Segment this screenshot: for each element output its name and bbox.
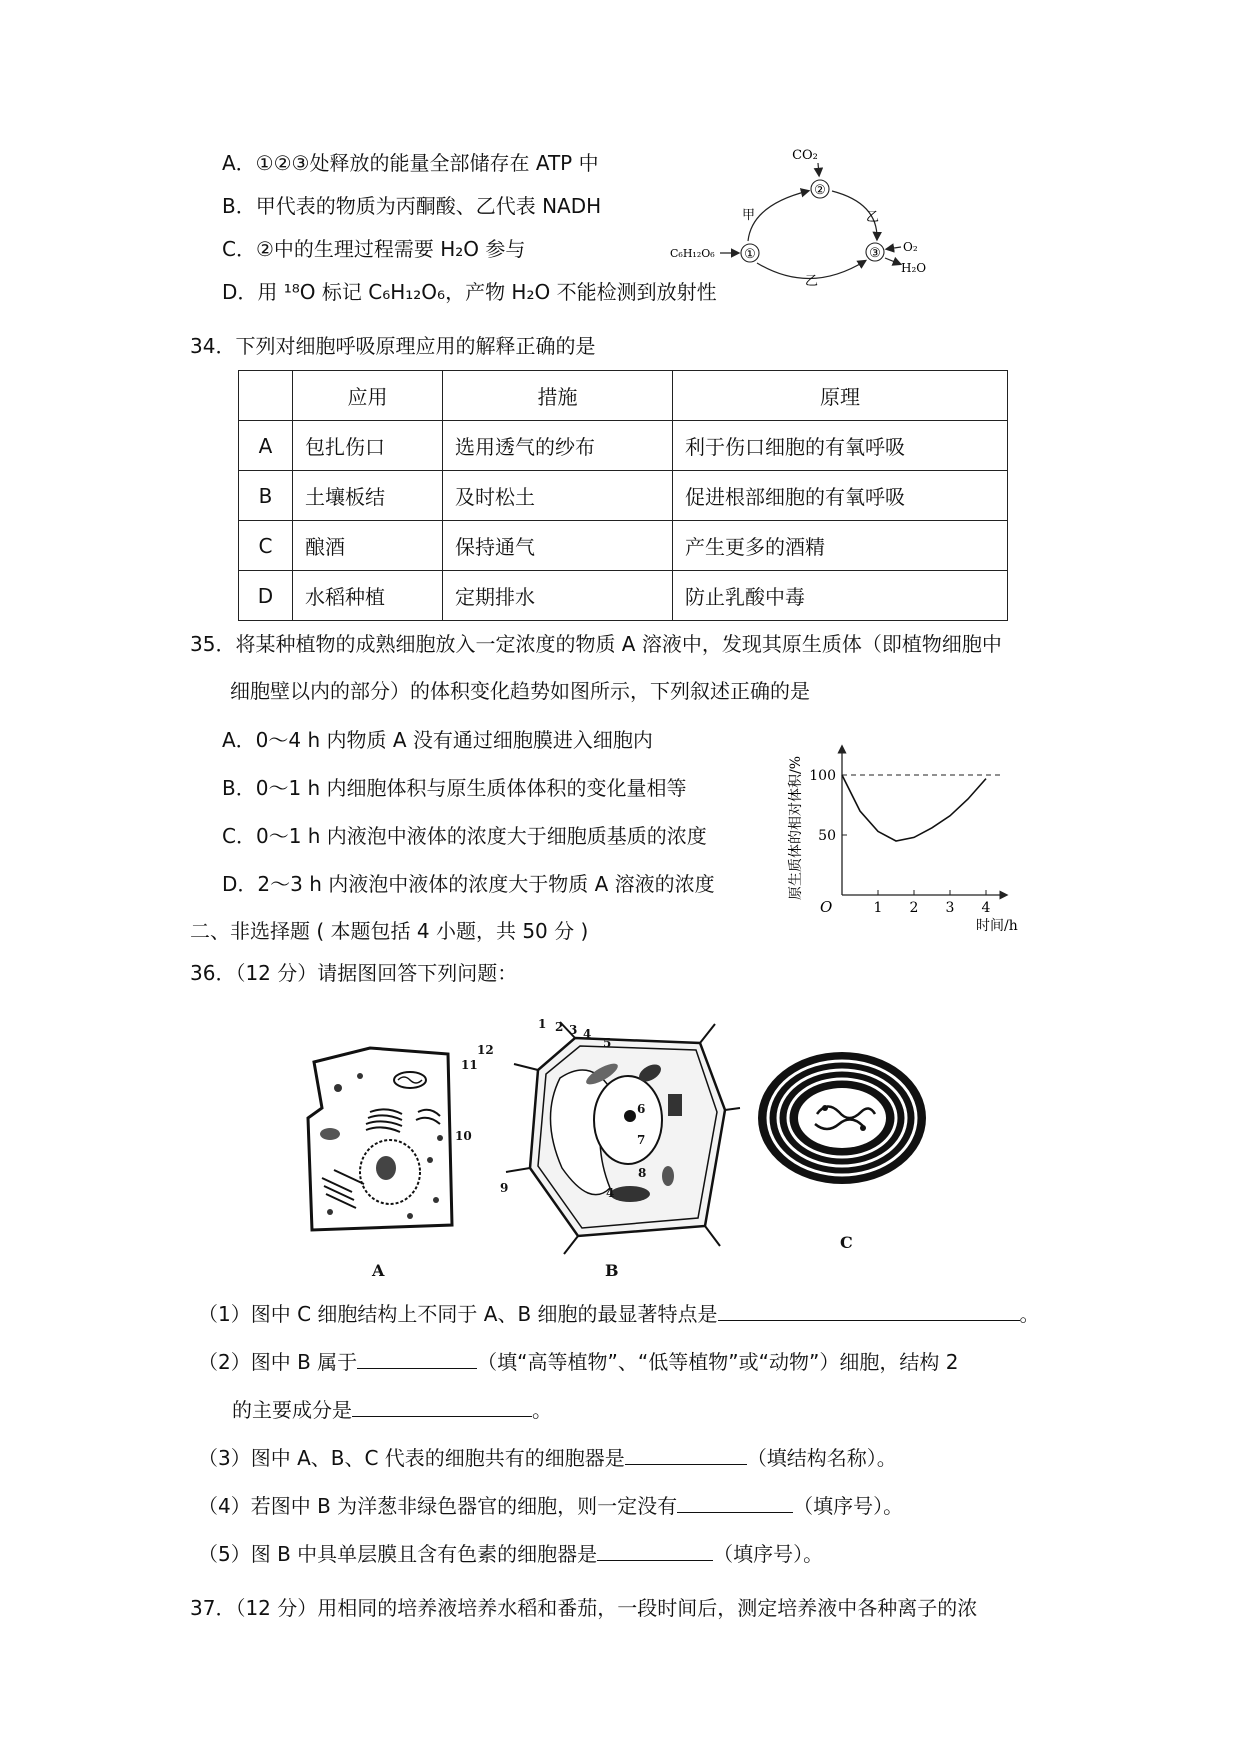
table-row [239,571,1008,621]
label-2: 2 [555,1020,564,1034]
table-header-cell: 原理 [673,371,1008,421]
table-header-cell [239,371,293,421]
q33-option-d: D．用 ¹⁸O 标记 C₆H₁₂O₆，产物 H₂O 不能检测到放射性 [222,280,717,304]
q34-stem: 34．下列对细胞呼吸原理应用的解释正确的是 [190,334,596,358]
chart-x-tick-label: 1 [873,900,883,916]
table-cell: 保持通气 [443,521,673,571]
q35-stem-line2: 细胞壁以内的部分）的体积变化趋势如图所示，下列叙述正确的是 [230,679,810,703]
table-cell: 促进根部细胞的有氧呼吸 [673,471,1008,521]
label-8: 8 [638,1166,647,1180]
q37-stem: 37．（12 分）用相同的培养液培养水稻和番茄，一段时间后，测定培养液中各种离子的浓 [190,1596,978,1620]
q36-sub4: （4）若图中 B 为洋葱非绿色器官的细胞，则一定没有 （填序号）。 [198,1494,904,1518]
cycle-co2-label: CO₂ [792,148,818,163]
answer-blank-2a[interactable] [357,1348,477,1369]
table-header-cell: 措施 [443,371,673,421]
table-cell: 土壤板结 [293,471,443,521]
q35-option-c: C．0～1 h 内液泡中液体的浓度大于细胞质基质的浓度 [222,824,707,848]
answer-blank-4[interactable] [677,1492,793,1513]
q36-sub2-line2: 的主要成分是 。 [232,1398,552,1422]
figure-c-prokaryotic-cell [755,1048,930,1188]
answer-blank-5[interactable] [597,1540,713,1561]
q35-option-d: D．2～3 h 内液泡中液体的浓度大于物质 A 溶液的浓度 [222,872,715,896]
chart-xlabel: 时间/h [976,918,1018,934]
table-cell: C [239,521,293,571]
q33-option-a: A．①②③处释放的能量全部储存在 ATP 中 [222,151,599,175]
cycle-right-label: 乙 [866,210,880,225]
table-cell: 包扎伤口 [293,421,443,471]
figure-c-label: C [840,1233,853,1252]
table-cell: 酿酒 [293,521,443,571]
figure-b-label: B [605,1261,619,1280]
chart-ylabel: 原生质体的相对体积/% [788,755,804,900]
svg-text:③: ③ [869,246,881,261]
cycle-h2o-label: H₂O [901,261,927,275]
table-cell: 水稻种植 [293,571,443,621]
q35-stem-line1: 35．将某种植物的成熟细胞放入一定浓度的物质 A 溶液中，发现其原生质体（即植物细胞中 [190,632,1002,656]
chart-y-tick-label: 100 [809,768,836,784]
answer-blank-3[interactable] [625,1444,747,1465]
table-cell: 利于伤口细胞的有氧呼吸 [673,421,1008,471]
q36-sub2: （2）图中 B 属于 （填“高等植物”、“低等植物”或“动物”）细胞，结构 2 [198,1350,959,1374]
label-1: 1 [538,1017,547,1031]
figure-a-label: A [372,1261,385,1280]
label-10: 10 [455,1129,472,1143]
q33-option-c: C．②中的生理过程需要 H₂O 参与 [222,237,526,261]
q36-sub3: （3）图中 A、B、C 代表的细胞共有的细胞器是 （填结构名称）。 [198,1446,897,1470]
chart-x-tick-label: 2 [909,900,919,916]
q35-option-b: B．0～1 h 内细胞体积与原生质体体积的变化量相等 [222,776,687,800]
svg-text:①: ① [744,247,756,262]
q36-sub5: （5）图 B 中具单层膜且含有色素的细胞器是 （填序号）。 [198,1542,824,1566]
label-12: 12 [477,1043,494,1057]
table-cell: 定期排水 [443,571,673,621]
label-5: 5 [603,1036,612,1050]
label-3: 3 [569,1023,578,1037]
figure-b-plant-cell [455,1017,740,1256]
q36-sub1: （1）图中 C 细胞结构上不同于 A、B 细胞的最显著特点是 。 [198,1302,1040,1326]
table-cell: 选用透气的纱布 [443,421,673,471]
label-11: 11 [461,1058,478,1072]
chart-y-tick-label: 50 [818,828,836,844]
table-row [239,471,1008,521]
q34-table [238,370,1008,621]
cycle-o2-label: O₂ [903,240,918,254]
label-9: 9 [500,1181,509,1195]
chart-series-line [842,775,986,841]
chart-x-tick-label: 3 [945,900,955,916]
answer-blank-2b[interactable] [352,1396,532,1417]
label-4: 4 [583,1027,592,1041]
q36-stem: 36．（12 分）请据图回答下列问题： [190,961,518,985]
protoplast-volume-chart [780,715,1040,940]
q33-option-b: B．甲代表的物质为丙酮酸、乙代表 NADH [222,194,602,218]
cycle-left-label: 甲 [742,208,756,223]
chart-x-tick-label: 4 [981,900,991,916]
table-cell: D [239,571,293,621]
table-row [239,521,1008,571]
figure-a-animal-cell [300,1040,460,1252]
label-6: 6 [637,1102,646,1116]
label-7: 7 [637,1133,646,1147]
cycle-substrate-label: C₆H₁₂O₆ [670,247,715,260]
label-4b: 4 [606,1186,615,1200]
table-row [239,421,1008,471]
svg-text:②: ② [814,183,826,198]
q35-option-a: A．0～4 h 内物质 A 没有通过细胞膜进入细胞内 [222,728,653,752]
respiration-cycle-diagram [670,145,960,295]
answer-blank-1[interactable] [718,1300,1020,1321]
table-header-row [239,371,1008,421]
table-cell: 产生更多的酒精 [673,521,1008,571]
table-header-cell: 应用 [293,371,443,421]
table-cell: 防止乳酸中毒 [673,571,1008,621]
cycle-bottom-label: 乙 [805,274,819,289]
section-2-heading: 二、非选择题 ( 本题包括 4 小题，共 50 分 ) [190,919,589,943]
table-cell: B [239,471,293,521]
table-cell: A [239,421,293,471]
table-cell: 及时松土 [443,471,673,521]
chart-origin-label: O [820,898,833,916]
